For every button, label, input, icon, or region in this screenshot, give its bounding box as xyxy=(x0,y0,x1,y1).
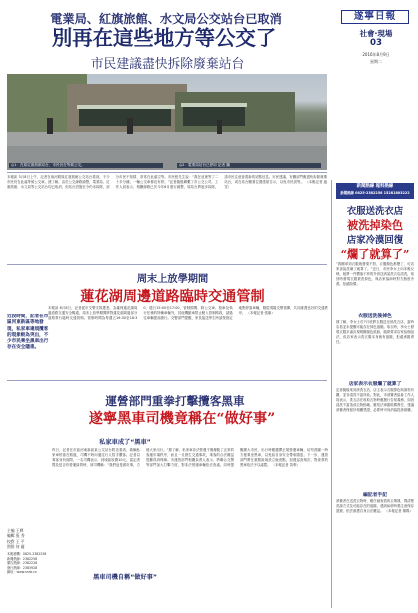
story3-headline: 遂寧黑車司機竟稱在“做好事” xyxy=(88,411,276,427)
story1-text: 本報訊 3月8日上午，記者在南河路原紅旗旅館公交站台看到，不少市民仍在此處等候公交車。據了解，由於公交線路調整，電業局、紅旗旅館、水文局等公交站台均已取消，但站台設施至今仍未拆除，部分市民不知情，常常在此處空等。市民張先生說：“我在這裡等了二十多分鐘，一輛公交車都沒有停。”記者隨後聯繫了市公交公司，工作人員表示，相關線路已於今年6月進行調整，原站台將逐步拆除，請市民注意查看新的站點信息。市民建議，有關部門應盡快拆除廢棄站台，或在站台顯著位置張貼告示，以免市民誤等。 xyxy=(7,175,327,190)
page-number: 03 xyxy=(370,38,382,48)
sidebar-body2: 據了解，李女士於7月底將衣服送至該洗衣店，當時店員並未提醒可能存在掉色風險。取衣時，李女士發現衣服多處出現明顯褪色痕跡，隨即要求店家給個說法，但店家表示洗衣服本身就有風險，拒絕承擔責任。 xyxy=(336,320,414,345)
divider xyxy=(7,380,327,381)
sidebar-body: “我剛拿到衣服就發現不對，衣服顏色都變了，可店家卻說洗壞了就算了。”近日，市民李女士向本報反映，她將一件價值不菲的外套送到某洗衣店清洗，取回時發現衣服被洗掉色，與店家協商時對方態度冷漠，拒絕賠償。 xyxy=(336,262,414,287)
divider xyxy=(7,264,327,265)
sidebar-headline: 被洗掉染色 xyxy=(347,218,403,232)
photo-caption-right: ◎2：電業局站台已停用 記者 攝 xyxy=(177,163,321,168)
story1-subhead: 市民建議盡快拆除廢棄站台 xyxy=(90,57,245,72)
hotline-label: 新聞熱線 報料熱線 xyxy=(356,184,394,189)
story3-credit: （本報記者 黃利） xyxy=(271,463,300,468)
sidebar-kicker: 衣服送洗衣店 xyxy=(346,206,404,217)
story2-credit: （本報記者 張瑜） xyxy=(246,311,275,316)
story2-body xyxy=(48,306,328,378)
story2-kicker: 周末上放學期間 xyxy=(136,273,209,285)
contact-info xyxy=(7,552,49,575)
sidebar-subhead-3: 編記者手記 xyxy=(363,493,387,498)
hotline-box xyxy=(336,183,414,199)
editor-line: 編輯 張 秀 xyxy=(7,533,25,539)
newspaper-logo: 遂寧日報 xyxy=(341,10,409,24)
story1-photo xyxy=(7,74,327,170)
sidebar-body3: 記者隨後來到該洗衣店，店主表示衣服掉色與面料有關，並非清洗不當所致。對此，市消費者協會工作人員表示，洗衣店在收取衣物時應履行告知義務，如因清洗不當造成衣物損壞，應依法承擔賠償責任，建議消費者保留好相關憑證，必要時可向消協投訴維權。 xyxy=(336,388,414,413)
hotline-numbers: 新聞熱線 0825-2382258 15281803222 xyxy=(340,191,410,195)
story3-body xyxy=(52,448,328,568)
story1-kicker: 電業局、紅旗旅館、水文局公交站台已取消 xyxy=(50,12,282,26)
column-divider xyxy=(331,180,332,608)
editor-line: 照排 何 麗 xyxy=(7,544,25,550)
story2-headline: 蓮花湖周邊道路臨時交通管制 xyxy=(80,289,265,305)
sidebar-headline2: “爛了就算了” xyxy=(340,247,410,261)
sidebar-credit: （本報記者 楊楊） xyxy=(384,509,413,514)
story3-subhead2: 黑車司機自稱“做好事” xyxy=(93,574,157,581)
story1-headline: 別再在這些地方等公交了 xyxy=(51,26,277,50)
story2-text: 本報訊 8月8日，記者從市交警支隊獲悉，為確保蓮花湖周邊道路交通安全暢通，周末上放學期間將對蓮花湖周邊部分道路實行臨時交通管制。管制時間為每週五16:30至18:30、週日15:00至17:00，管制期間，除公交車、校車及執行任務的特種車輛外，其他機動車禁止駛入管制路段，請過往車輛提前繞行。交警部門提醒，家長接送學生時請按指定地點停靠車輛，服從現場交警指揮，共同維護良好的交通秩序。 xyxy=(48,306,328,321)
story1-body xyxy=(7,175,327,261)
issue-date: 2016年8月9日 xyxy=(362,52,390,57)
editor-line: 校對 王 平 xyxy=(7,538,25,544)
contact-line: 發行熱線：2383928 xyxy=(7,565,38,570)
divider xyxy=(7,172,327,173)
sidebar-subhead-2: 店家表示衣服爛了就算了 xyxy=(348,382,402,387)
sidebar-subhead-1: 衣服送洗後掉色 xyxy=(358,314,392,319)
story1-credit: （本報記者 趙雪） xyxy=(224,180,327,190)
section-title: 社會·現場 xyxy=(359,29,393,38)
story3-kicker: 運營部門重拳打擊攬客黑車 xyxy=(105,394,245,408)
story3-side-note: 近段時間，記者在市區河東新區等地發現，私家車違規攬客的現象較為突出，不少市民乘坐黑車出行存在安全隱患。 xyxy=(7,314,49,351)
street-scene xyxy=(7,74,327,170)
contact-line: 網址：www.snrb.cn xyxy=(7,570,37,575)
contact-line: 本報總機：0825-2382258 xyxy=(7,552,47,556)
story3-text: 昨日，記者在市區河東新區某公交站台附近看到，幾輛私家車停靠在路邊，司機不時向過往行人招手攬客。記者以乘客身份詢問，一名司機表示，到城區收費10元。當記者問及是否有營運資質時，該司機稱：“我們這是做好事，方便大家出行。”據了解，私家車非法營運不僅擾亂了正常的客運市場秩序，而且一旦發生交通事故，乘客的合法權益很難得到保障。市運管部門相關負責人表示，將聯合交警等部門加大打擊力度，對非法營運車輛依法查處，同時提醒廣大市民，出行時應選擇正規營運車輛，切勿貪圖一時方便乘坐黑車，以免給自身安全帶來隱患。下一步，運管部門將在重點區域設立檢查點，加強巡查頻次，對查實的黑車依法予以處罰。 xyxy=(52,448,328,468)
sidebar-text4: 消費者在送洗衣物時，應仔細查看收衣單據，問清楚洗滌方式及可能存在的風險，遇到糾紛時要注意保存證據，依法維護自身合法權益。 xyxy=(336,499,414,514)
contact-line: 廣告熱線：2382228 xyxy=(7,561,38,566)
editor-credits xyxy=(7,528,49,550)
sidebar-body4 xyxy=(336,499,414,599)
sidebar-kicker2: 店家冷漠回復 xyxy=(346,235,404,246)
photo-caption-left: ◎1：在原紅旗旅館站台，市民仍在等候公交。 xyxy=(9,163,163,168)
editor-line: 主編 王輝 xyxy=(7,528,24,533)
contact-line: 新聞熱線：2382258 xyxy=(7,556,38,561)
masthead xyxy=(337,8,415,68)
story3-section-head: 私家車成了“黑車” xyxy=(99,439,151,446)
issue-weekday: 星期二 xyxy=(370,59,382,64)
